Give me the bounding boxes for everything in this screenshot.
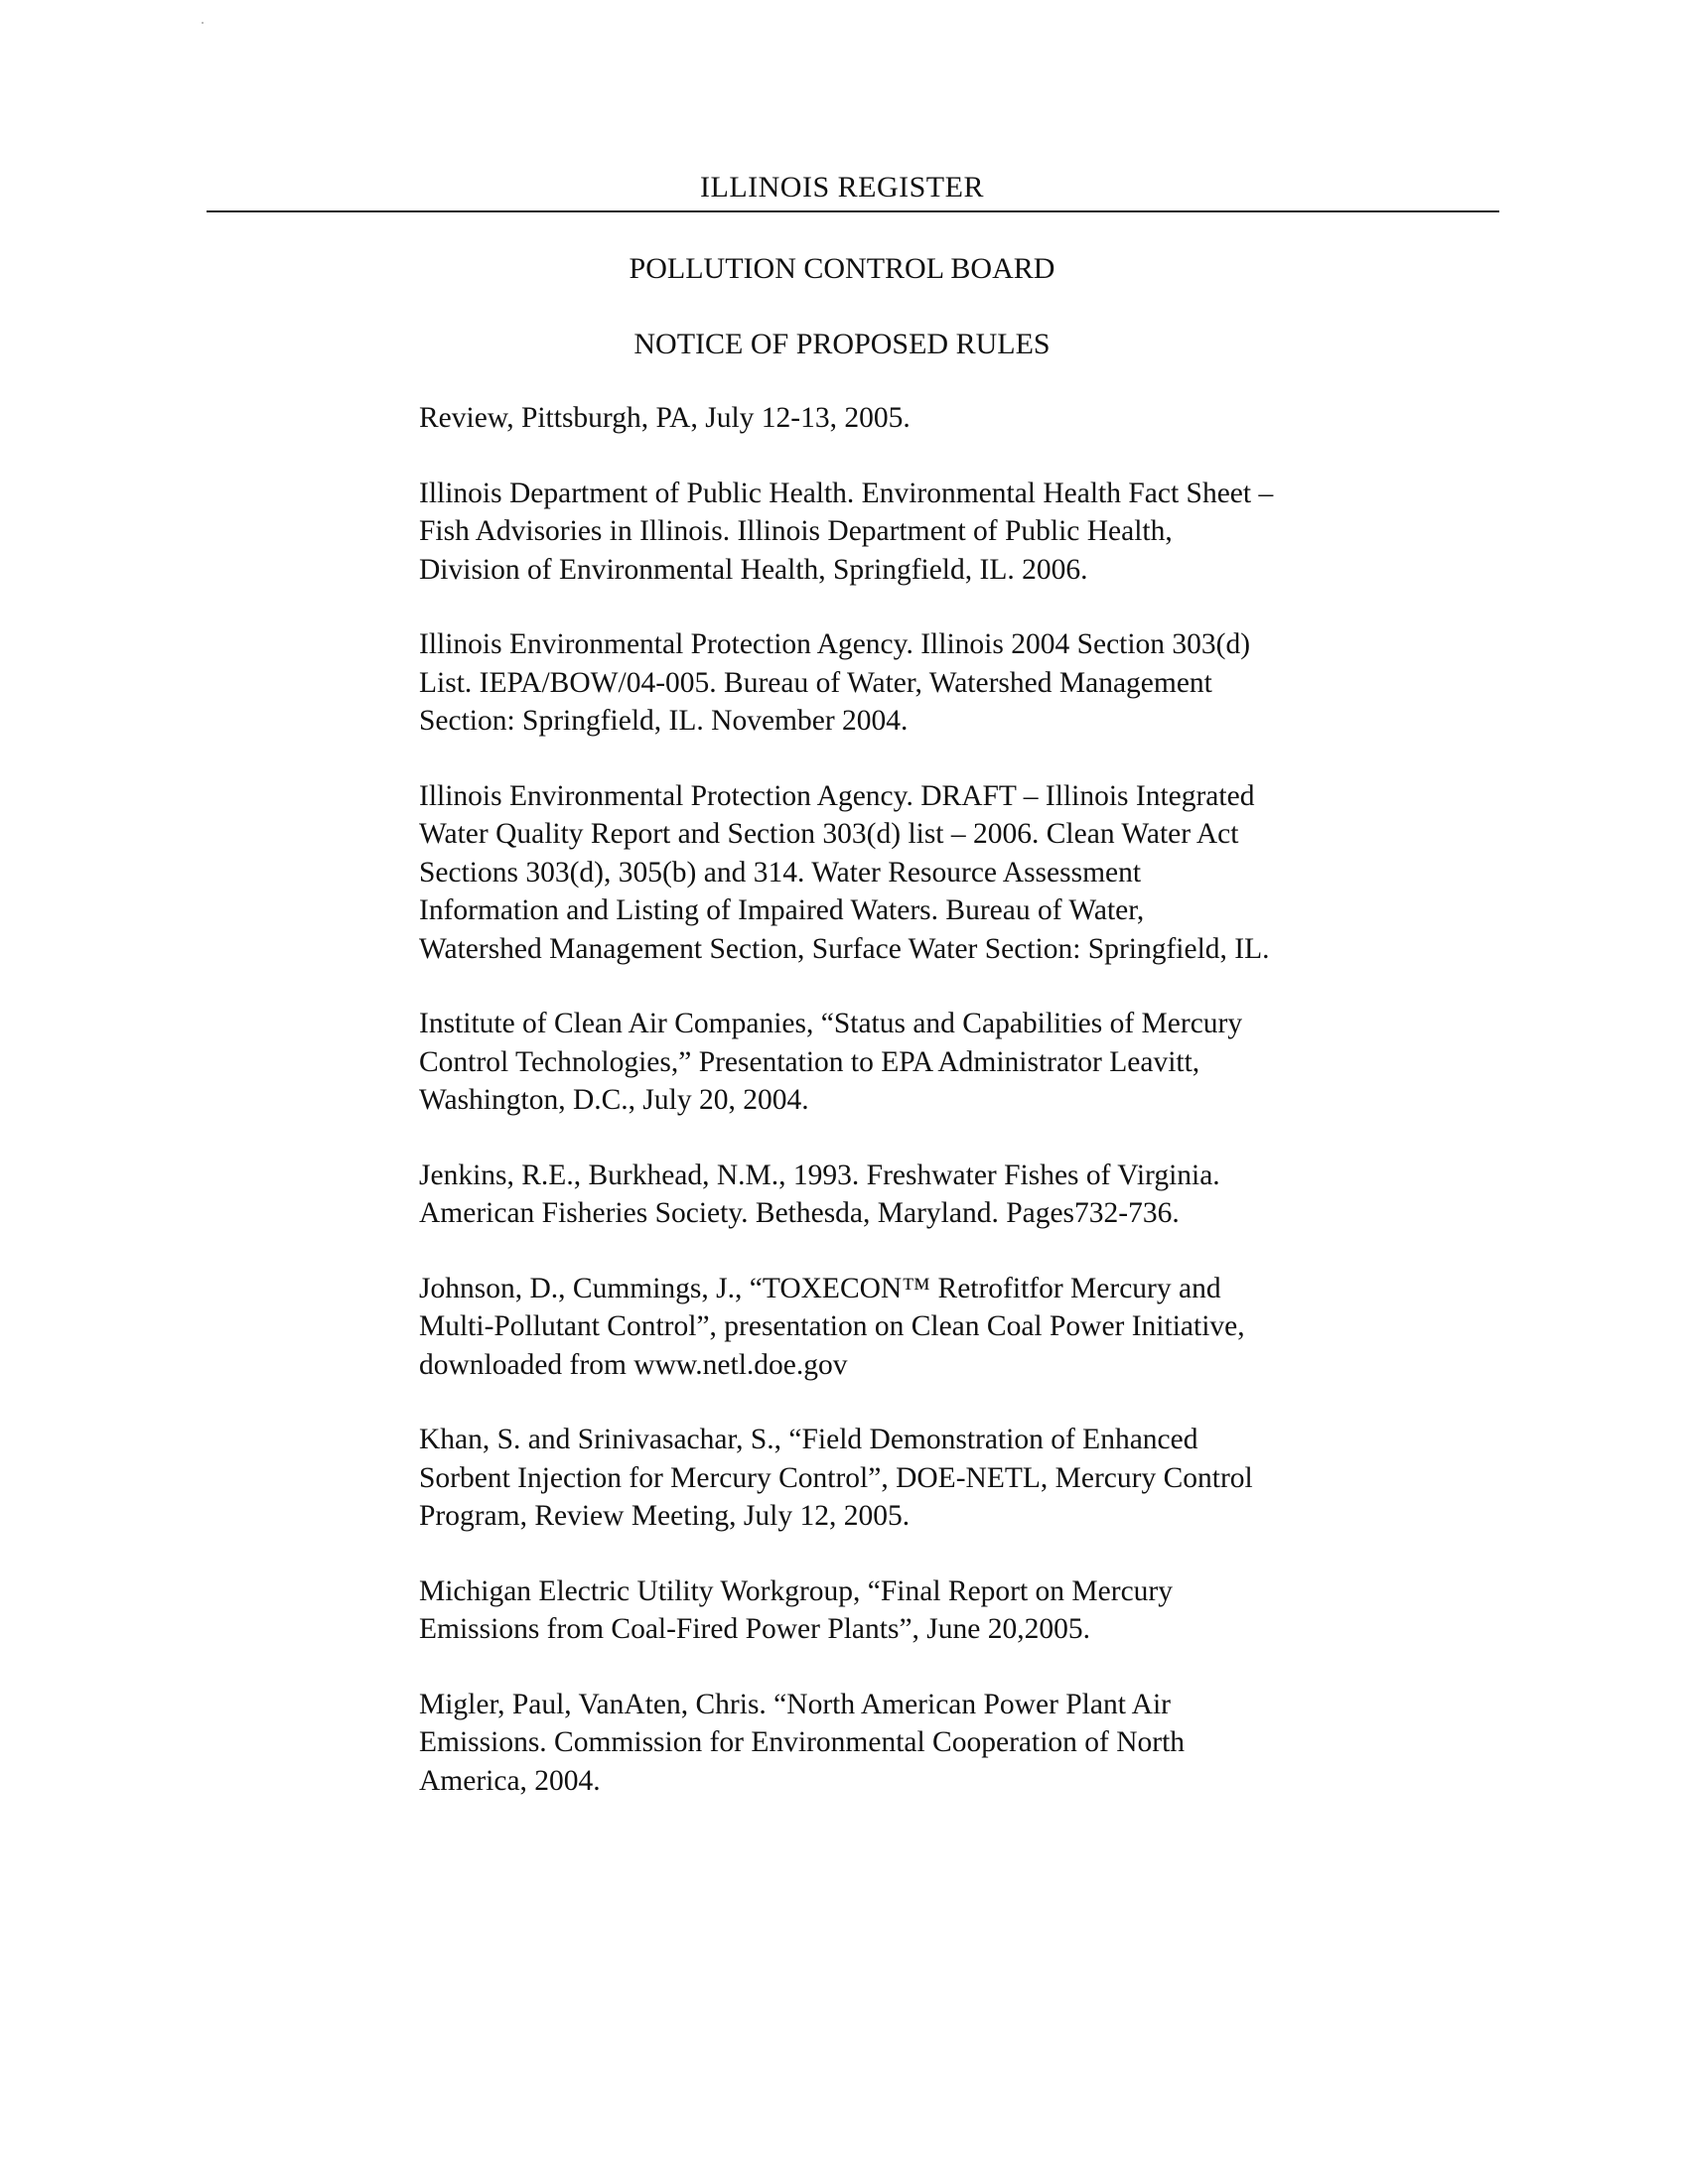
reference-line: Information and Listing of Impaired Waters. Bureau of Water,	[419, 894, 1145, 926]
scan-speck	[202, 22, 204, 24]
reference-line: Johnson, D., Cummings, J., “TOXECON™ Retrofitfor Mercury and	[419, 1272, 1221, 1304]
reference-line: Khan, S. and Srinivasachar, S., “Field Demonstration of Enhanced	[419, 1424, 1198, 1455]
reference-line: Illinois Environmental Protection Agency. DRAFT – Illinois Integrated	[419, 779, 1255, 812]
reference-line: Review, Pittsburgh, PA, July 12-13, 2005.	[419, 402, 911, 434]
reference-entry	[419, 625, 1412, 741]
reference-line: American Fisheries Society. Bethesda, Maryland. Pages732-736.	[419, 1197, 1180, 1229]
reference-entry	[419, 475, 1412, 590]
reference-line: Sections 303(d), 305(b) and 314. Water Resource Assessment	[419, 856, 1142, 888]
reference-line: downloaded from www.netl.doe.gov	[419, 1348, 848, 1381]
reference-line: Washington, D.C., July 20, 2004.	[419, 1084, 809, 1116]
register-title: ILLINOIS REGISTER	[700, 171, 984, 204]
reference-line: Section: Springfield, IL. November 2004.	[419, 705, 909, 737]
header-rule	[207, 210, 1499, 212]
reference-entry	[419, 1686, 1412, 1801]
reference-line: Illinois Department of Public Health. Environmental Health Fact Sheet –	[419, 477, 1274, 509]
reference-entry	[419, 1572, 1412, 1649]
reference-entry	[419, 1421, 1412, 1536]
reference-line: Division of Environmental Health, Springfield, IL. 2006.	[419, 553, 1088, 586]
reference-entry	[419, 399, 1412, 438]
reference-line: America, 2004.	[419, 1764, 601, 1797]
reference-entry	[419, 777, 1412, 969]
reference-line: Control Technologies,” Presentation to EPA Administrator Leavitt,	[419, 1045, 1200, 1078]
reference-line: Watershed Management Section, Surface Water Section: Springfield, IL.	[419, 932, 1270, 965]
notice-heading: NOTICE OF PROPOSED RULES	[633, 328, 1051, 360]
agency-heading: POLLUTION CONTROL BOARD	[629, 252, 1055, 285]
reference-line: Migler, Paul, VanAten, Chris. “North American Power Plant Air	[419, 1688, 1171, 1720]
reference-entry	[419, 1270, 1412, 1385]
reference-list	[419, 399, 1412, 1837]
reference-line: List. IEPA/BOW/04-005. Bureau of Water, Watershed Management	[419, 666, 1212, 699]
reference-line: Jenkins, R.E., Burkhead, N.M., 1993. Freshwater Fishes of Virginia.	[419, 1159, 1220, 1191]
reference-entry	[419, 1005, 1412, 1120]
reference-line: Water Quality Report and Section 303(d) list – 2006. Clean Water Act	[419, 818, 1239, 850]
reference-entry	[419, 1157, 1412, 1233]
reference-line: Illinois Environmental Protection Agency. Illinois 2004 Section 303(d)	[419, 628, 1251, 660]
reference-line: Emissions. Commission for Environmental Cooperation of North	[419, 1726, 1186, 1758]
reference-line: Sorbent Injection for Mercury Control”, DOE-NETL, Mercury Control	[419, 1461, 1253, 1494]
reference-line: Institute of Clean Air Companies, “Status and Capabilities of Mercury	[419, 1008, 1243, 1039]
reference-line: Emissions from Coal-Fired Power Plants”, June 20,2005.	[419, 1613, 1090, 1645]
reference-line: Michigan Electric Utility Workgroup, “Final Report on Mercury	[419, 1574, 1173, 1607]
reference-line: Fish Advisories in Illinois. Illinois Department of Public Health,	[419, 515, 1173, 547]
reference-line: Multi-Pollutant Control”, presentation on Clean Coal Power Initiative,	[419, 1310, 1245, 1342]
reference-line: Program, Review Meeting, July 12, 2005.	[419, 1500, 911, 1532]
